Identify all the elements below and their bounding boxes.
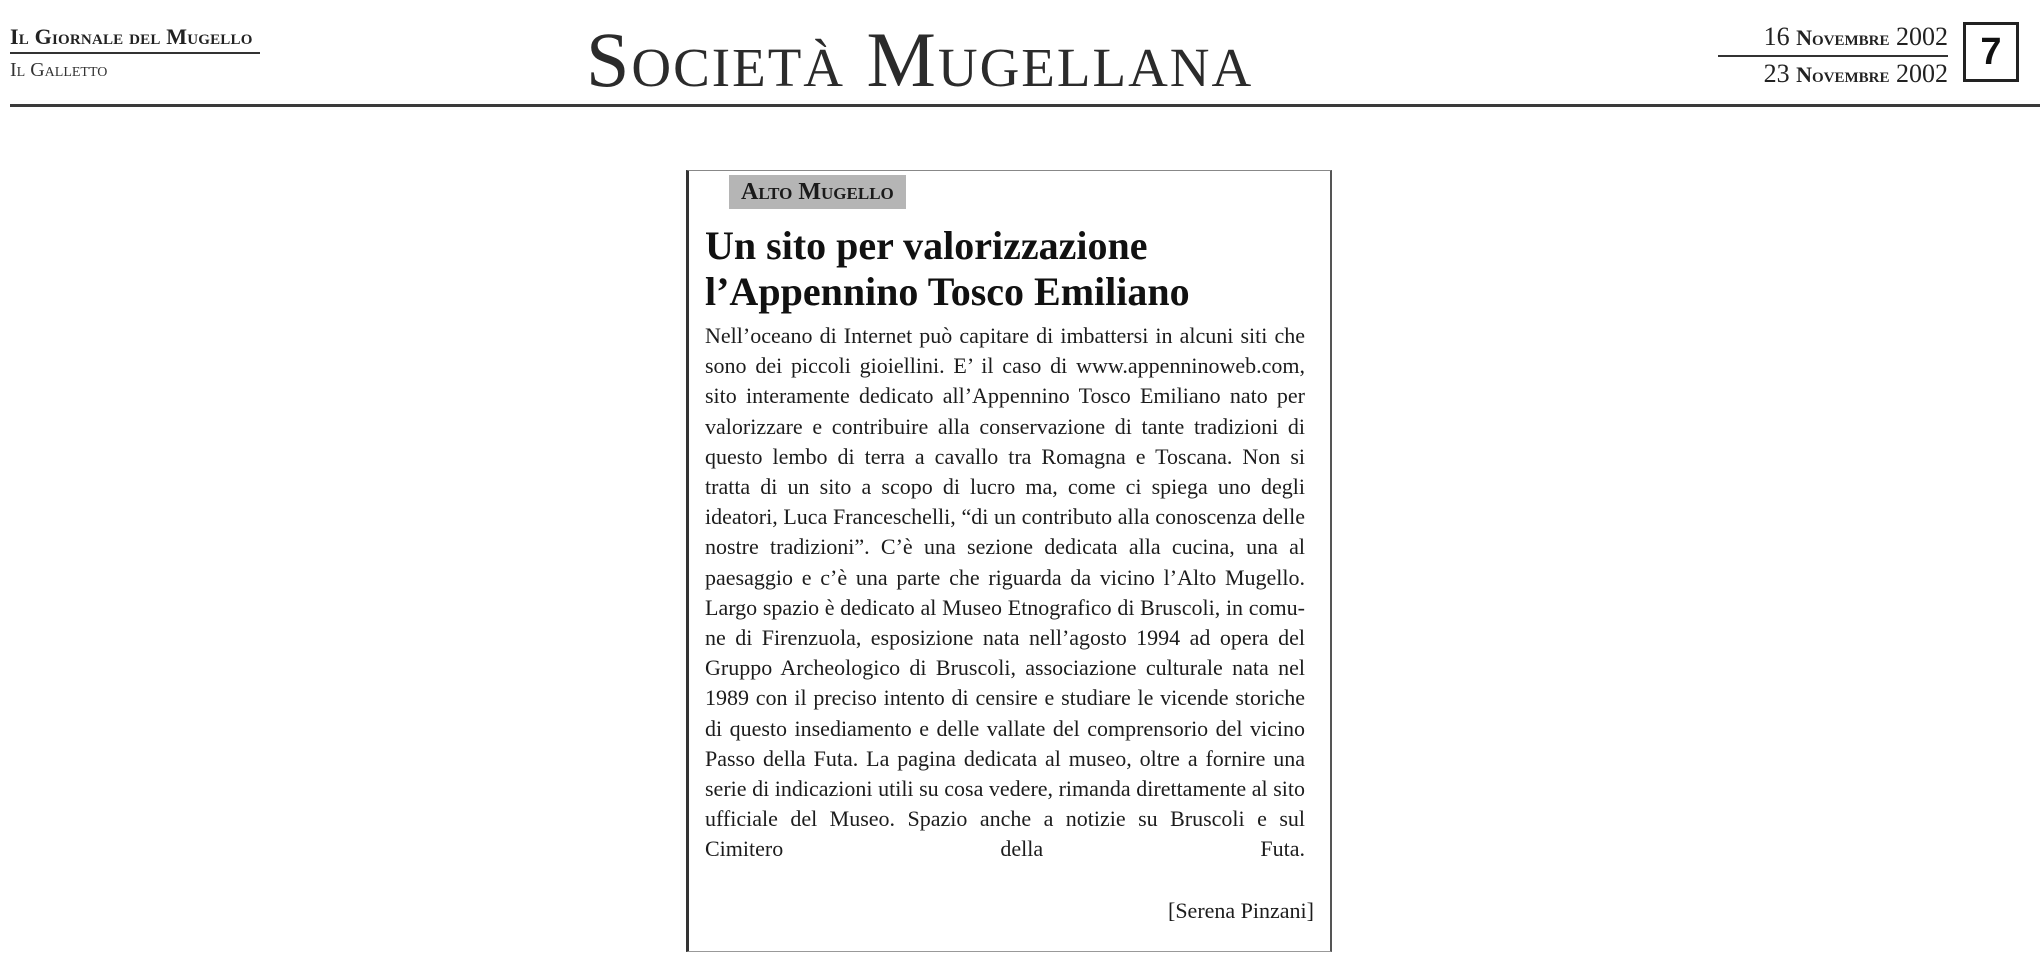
date-end-day: 23 <box>1763 59 1790 88</box>
page-number: 7 <box>1963 22 2019 82</box>
section-title: Società Mugellana <box>586 16 1254 103</box>
issue-dates <box>1718 22 1948 90</box>
date-start-month: Novembre <box>1796 25 1890 50</box>
masthead <box>0 0 2040 110</box>
date-start-day: 16 <box>1763 22 1790 51</box>
publication-divider <box>10 52 260 54</box>
article-headline: Un sito per valorizzazione l’Appennino Tosco Emiliano <box>705 223 1190 314</box>
article-kicker: Alto Mugello <box>729 175 906 209</box>
masthead-rule <box>10 104 2040 107</box>
article-body: Nell’oceano di Internet può capitare di imbattersi in alcuni siti che sono dei piccoli gioiellini. E’ il caso di www.appenninoweb.com, sito interamente dedicato all’Appennino Tosco Emiliano nato per valorizzare e contribuire alla conservazione di tante tradizioni di questo lembo di terra a cavallo tra Romagna e Toscana. Non si tratta di un sito a scopo di lucro ma, come ci spiega uno degli ideatori, Luca Franceschelli, “di un contributo alla conoscenza delle nostre tradizioni”. C’è una sezione dedicata alla cucina, una al paesaggio e c’è una parte che riguarda da vicino l’Alto Mugello. Largo spazio è dedicato al Museo Etnografico di Bruscoli, in comune di Firenzuola, esposizione nata nell’agosto 1994 ad opera del Gruppo Archeologico di Bruscoli, associazione culturale nata nel 1989 con il preciso intento di censire e studiare le vicende storiche di questo insediamento e delle vallate del comprensorio del vicino Passo della Futa. La pagina dedicata al museo, oltre a fornire una serie di indicazioni utili su cosa vedere, rimanda direttamente al sito ufficiale del Museo. Spazio anche a notizie su Bruscoli e sul Cimitero della Futa. <box>705 323 1305 862</box>
date-divider <box>1718 55 1948 57</box>
article-clipping <box>686 170 1332 952</box>
date-end <box>1718 59 1948 90</box>
article-byline: [Serena Pinzani] <box>1168 898 1314 923</box>
date-end-year: 2002 <box>1896 59 1948 88</box>
date-start-year: 2002 <box>1896 22 1948 51</box>
date-end-month: Novembre <box>1796 62 1890 87</box>
publication-subtitle: Il Galletto <box>10 59 108 81</box>
publication-name: Il Giornale del Mugello <box>10 24 253 49</box>
date-start <box>1718 22 1948 53</box>
publication-block <box>10 26 260 80</box>
